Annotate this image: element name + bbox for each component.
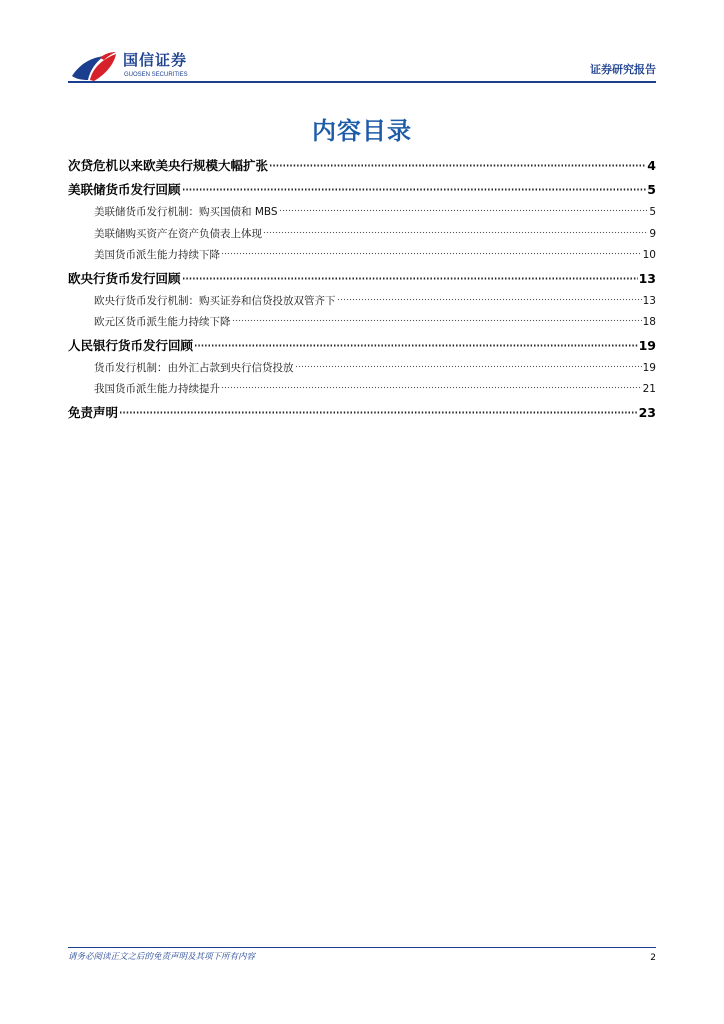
toc-dot-leader <box>269 164 646 167</box>
toc-entry-2-3[interactable] <box>68 245 656 267</box>
toc-page-number: 5 <box>649 206 656 218</box>
toc-dot-leader <box>221 386 642 389</box>
toc-page-number: 5 <box>647 182 656 197</box>
toc-dot-leader <box>119 411 638 414</box>
toc-page-number: 13 <box>638 270 656 286</box>
toc-entry-4[interactable] <box>68 334 656 358</box>
toc-entry-text: 美国货币派生能力持续下降 <box>94 249 220 261</box>
page-number: 2 <box>650 953 656 963</box>
toc-entry-text: 欧央行货币发行机制：购买证券和信贷投放双管齐下 <box>94 294 336 307</box>
toc-page-number: 10 <box>642 249 656 261</box>
toc-page-number: 18 <box>642 316 656 328</box>
toc-entry-text: 次贷危机以来欧美央行规模大幅扩张 <box>68 158 269 173</box>
toc-entry-4-2[interactable] <box>68 379 656 401</box>
toc-page-number: 19 <box>638 337 656 353</box>
toc-entry-text: 我国货币派生能力持续提升 <box>94 383 220 395</box>
toc-entry-text: 美联储货币发行机制：购买国债和 MBS <box>94 206 278 218</box>
toc-page-number: 4 <box>647 158 656 173</box>
toc-entry-5[interactable] <box>68 401 656 425</box>
toc-title: 内容目录 <box>312 117 412 145</box>
toc-page-number: 13 <box>642 294 656 307</box>
toc-entry-text: 货币发行机制：由外汇占款到央行信贷投放 <box>94 361 294 374</box>
toc-entry-text: 美联储购买资产在资产负债表上体现 <box>94 227 262 240</box>
toc-page-number: 21 <box>642 383 656 395</box>
toc-entry-3-1[interactable] <box>68 291 656 313</box>
footer-divider <box>68 947 656 948</box>
toc-entry-2[interactable] <box>68 178 656 202</box>
toc-dot-leader <box>182 188 647 191</box>
toc-entry-2-2[interactable] <box>68 224 656 246</box>
toc-page-number: 23 <box>638 404 656 420</box>
toc-page-number: 19 <box>642 361 656 374</box>
toc-entry-text: 欧元区货币派生能力持续下降 <box>94 316 231 328</box>
toc-entry-text: 欧央行货币发行回顾 <box>68 270 181 286</box>
report-type-label: 证券研究报告 <box>590 63 656 76</box>
toc-dot-leader <box>263 231 648 234</box>
toc-entry-text: 人民银行货币发行回顾 <box>68 337 194 353</box>
guosen-logo <box>70 50 210 84</box>
toc-dot-leader <box>232 319 642 322</box>
toc-page-number: 9 <box>649 227 656 240</box>
brand-name-en: GUOSEN SECURITIES <box>124 72 188 78</box>
toc-entry-4-1[interactable] <box>68 358 656 380</box>
toc-dot-leader <box>221 252 642 255</box>
toc-dot-leader <box>182 277 638 280</box>
table-of-contents <box>68 154 656 425</box>
brand-name-cn: 国信证券 <box>123 51 188 69</box>
toc-entry-3[interactable] <box>68 267 656 291</box>
toc-dot-leader <box>295 365 642 368</box>
toc-entry-3-2[interactable] <box>68 312 656 334</box>
toc-entry-text: 美联储货币发行回顾 <box>68 182 181 197</box>
footer-disclaimer-note: 请务必阅读正文之后的免责声明及其项下所有内容 <box>68 952 256 962</box>
toc-entry-1[interactable] <box>68 154 656 178</box>
header-divider <box>68 81 656 83</box>
toc-dot-leader <box>337 298 642 301</box>
toc-dot-leader <box>194 344 638 347</box>
toc-entry-text: 免责声明 <box>68 404 119 420</box>
toc-entry-2-1[interactable] <box>68 202 656 224</box>
toc-dot-leader <box>279 209 649 212</box>
guosen-logo-icon <box>70 50 120 84</box>
